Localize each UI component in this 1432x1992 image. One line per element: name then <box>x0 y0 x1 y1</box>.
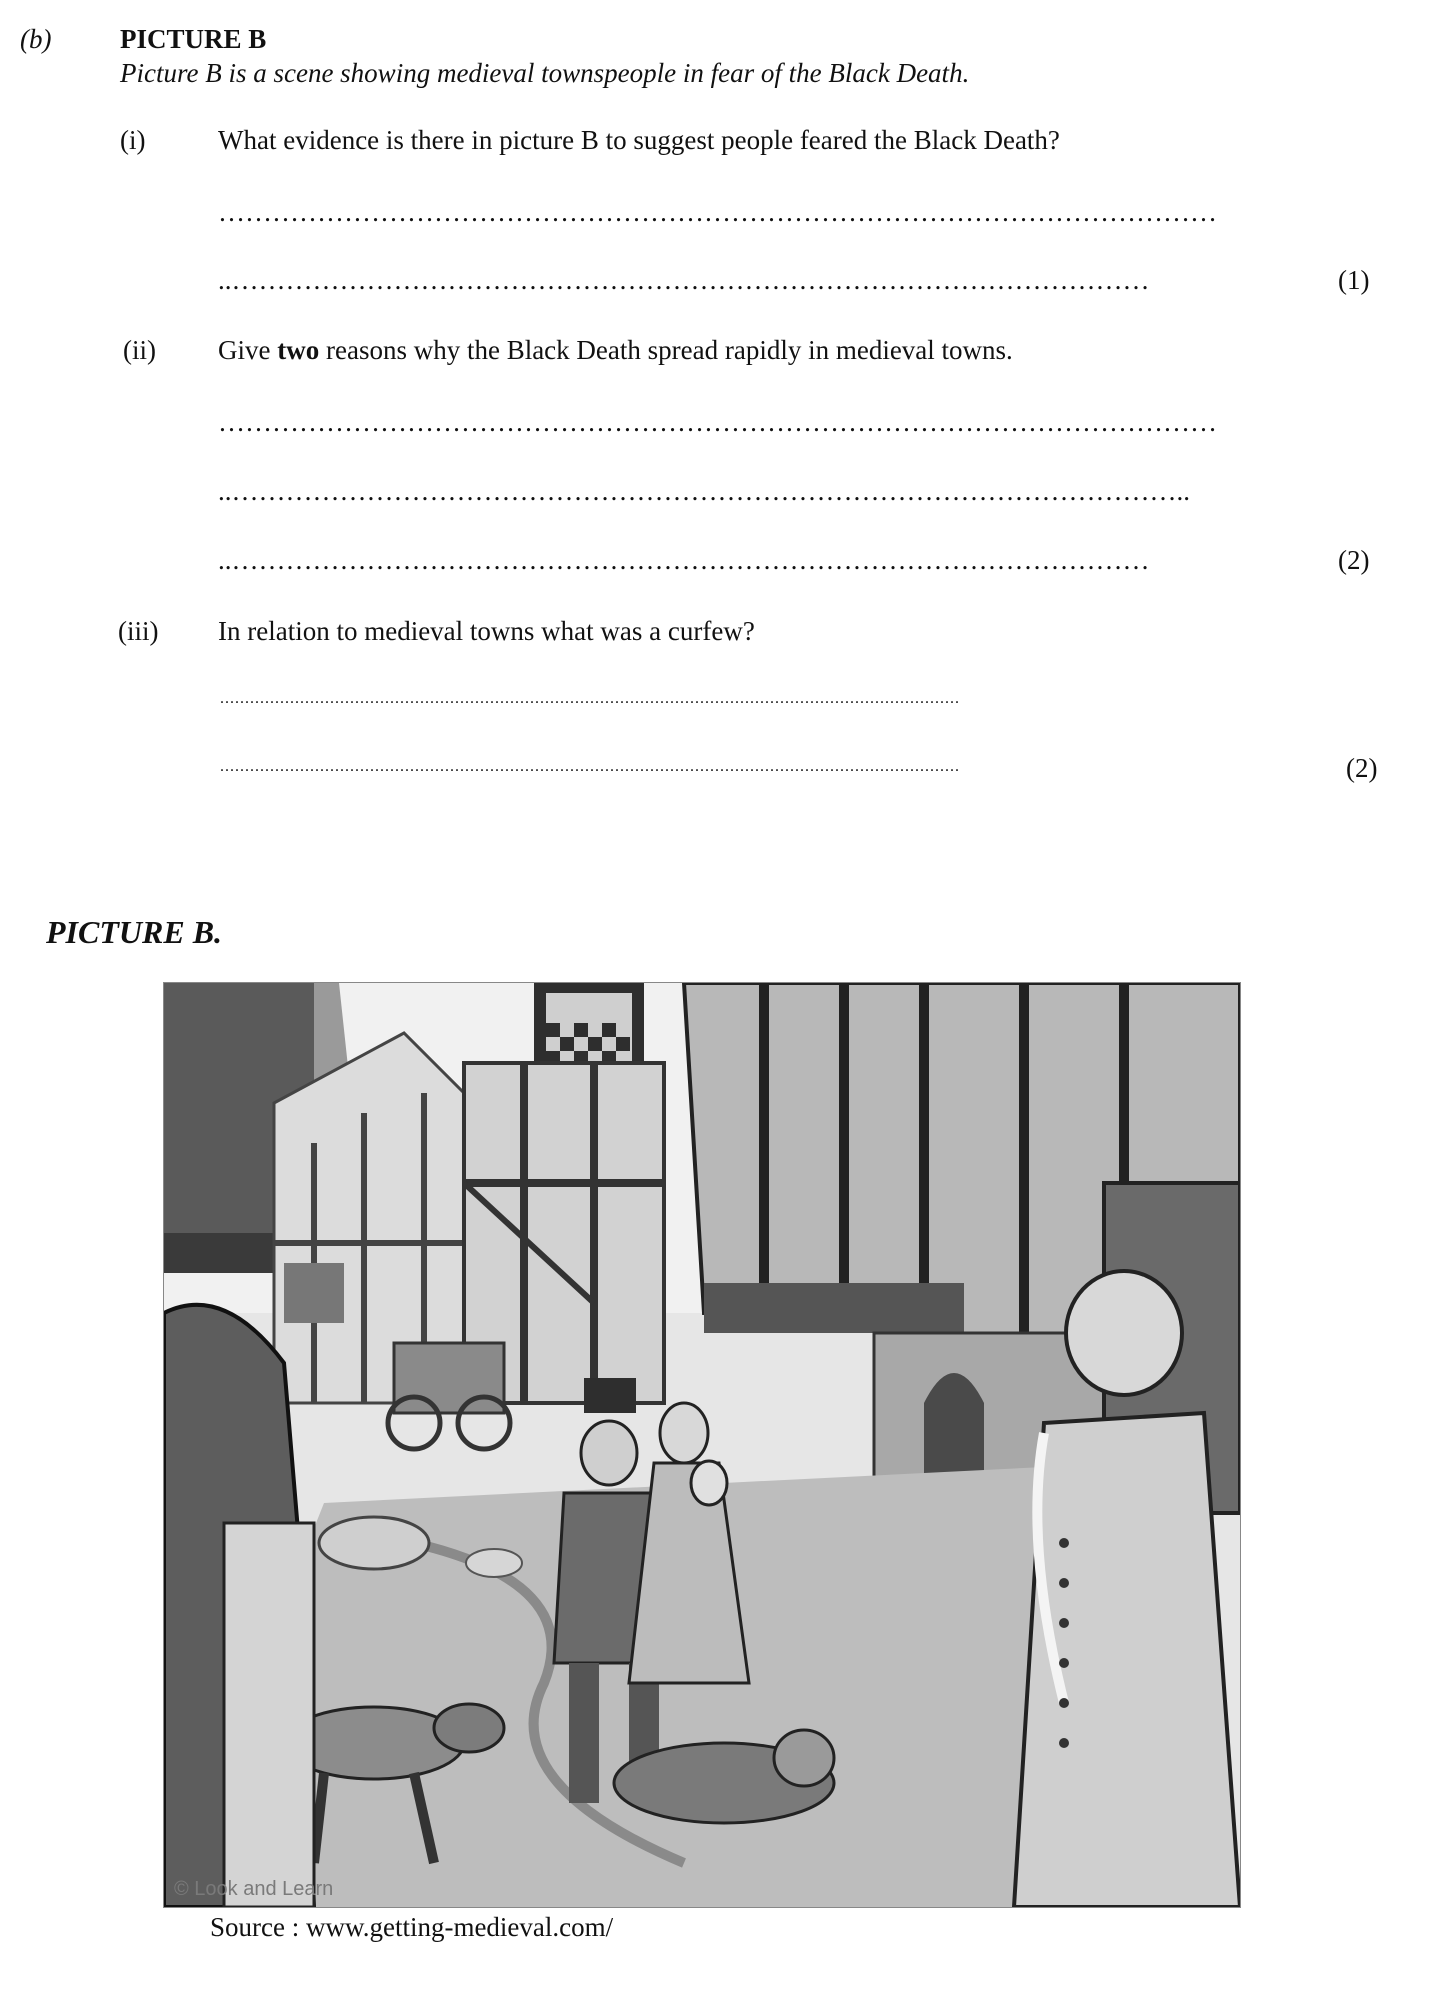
question-3-number: (iii) <box>118 616 159 646</box>
question-2-text <box>218 335 1013 366</box>
question-2-marks: (2) <box>1338 545 1370 575</box>
question-1-text: What evidence is there in picture B to suggest people feared the Black Death? <box>218 125 1060 155</box>
answer-line[interactable]: ………………………………………………………………………………………………… <box>218 197 1217 227</box>
question-1-number: (i) <box>120 125 146 155</box>
question-3-marks: (2) <box>1346 753 1378 783</box>
answer-line[interactable]: ………………………………………………………………………………………………… <box>218 407 1217 437</box>
question-2-text-before: Give <box>218 335 278 365</box>
answer-line[interactable]: ..…………………………………………………………………………………………….. <box>218 476 1190 506</box>
question-2-number: (ii) <box>123 335 156 365</box>
question-3-text: In relation to medieval towns what was a curfew? <box>218 616 755 646</box>
picture-source: Source : www.getting-medieval.com/ <box>210 1912 614 1942</box>
street-scene-drawing <box>164 983 1240 1907</box>
black-death-illustration <box>163 982 1241 1908</box>
question-1-marks: (1) <box>1338 265 1370 295</box>
picture-heading: PICTURE B. <box>46 914 223 950</box>
watermark-text: © Look and Learn <box>174 1878 334 1900</box>
section-title: PICTURE B <box>120 24 267 54</box>
answer-line[interactable]: ..………………………………………………………………………………………… <box>218 265 1150 295</box>
answer-line[interactable]: .................................................................................................................................................... <box>220 690 960 707</box>
part-label: (b) <box>20 24 52 54</box>
question-2-text-after: reasons why the Black Death spread rapidly in medieval towns. <box>319 335 1013 365</box>
answer-line[interactable]: ..………………………………………………………………………………………… <box>218 545 1150 575</box>
answer-line[interactable]: .................................................................................................................................................... <box>220 758 960 775</box>
section-subtitle: Picture B is a scene showing medieval townspeople in fear of the Black Death. <box>120 58 970 88</box>
question-2-emphasis: two <box>277 335 320 365</box>
